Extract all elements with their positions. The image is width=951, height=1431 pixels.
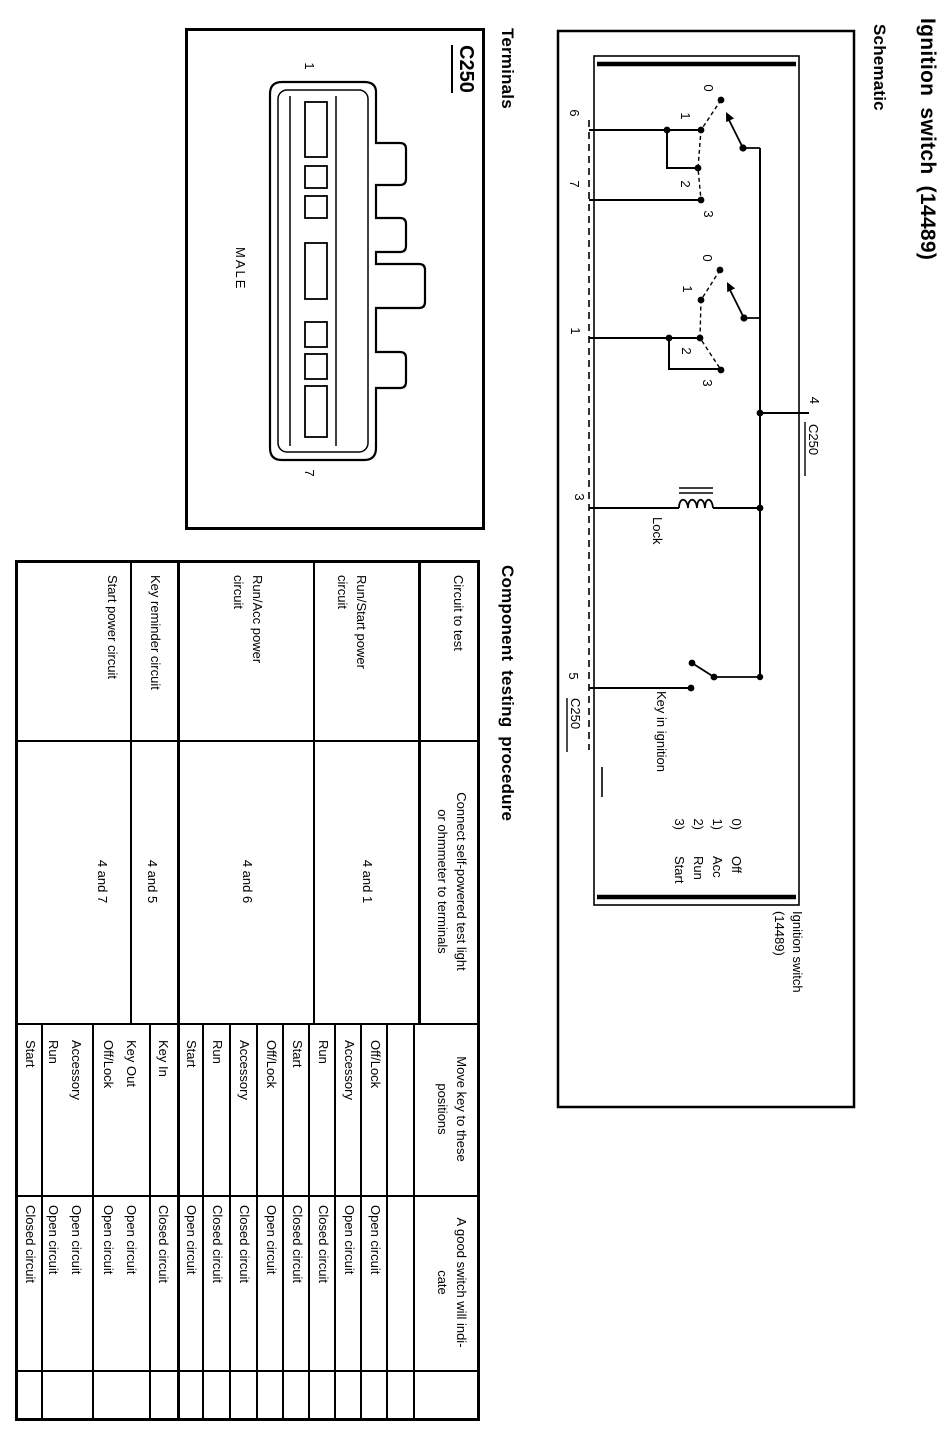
row-result: Closed circuit	[23, 1205, 38, 1284]
table-row-line	[334, 1023, 336, 1418]
table-row-line	[308, 1023, 310, 1418]
pin5-label: 5	[566, 672, 581, 680]
header-key-position	[433, 1025, 471, 1193]
page-title: Ignition switch (14489)	[916, 18, 939, 261]
s1-contact0-label: 0	[701, 84, 716, 92]
legend-2-word: Run	[691, 856, 706, 880]
legend-0-num: 0)	[729, 818, 744, 830]
s1-contact3-label: 3	[701, 210, 716, 218]
group3-circuit: Start power circuit	[105, 575, 120, 680]
header-connect-line2: or ohmmeter to terminals	[435, 809, 450, 954]
group0-circuit-line2: circuit	[335, 575, 350, 609]
row-position: Accessory	[69, 1040, 84, 1100]
s2-contact3-label: 3	[700, 379, 715, 387]
terminals-connector-id: C250	[451, 45, 477, 93]
legend-3-num: 3)	[672, 818, 687, 830]
row-position: Accessory	[342, 1040, 357, 1100]
c250-underlines	[567, 422, 805, 752]
lock-coil-core	[679, 488, 713, 493]
component-name-line2: (14489)	[772, 911, 787, 956]
row-position-merged	[97, 1040, 143, 1088]
table-group-line-1	[313, 563, 315, 1023]
row-result: Closed circuit	[237, 1205, 252, 1284]
key-in-switch-blade	[692, 663, 760, 677]
group2-circuit: Key reminder circuit	[148, 575, 163, 690]
row-result: Open circuit	[46, 1205, 61, 1275]
pin1-label: 1	[568, 327, 583, 335]
row-result: Closed circuit	[210, 1205, 225, 1284]
legend-2-num: 2)	[691, 818, 706, 830]
row-position: Run	[316, 1040, 331, 1064]
row-result: Open circuit	[101, 1205, 116, 1275]
legend-1-word: Acc	[710, 856, 725, 878]
table-row-line	[386, 1023, 388, 1418]
table-header-line-left	[418, 563, 421, 1023]
row-position: Key In	[156, 1040, 171, 1077]
row-result-merged	[42, 1205, 88, 1274]
table-col-line-2	[18, 1023, 477, 1025]
ignition-switch-box	[594, 56, 799, 905]
table-col-line-4	[18, 1370, 477, 1372]
pin7-label: 7	[567, 180, 582, 188]
connector-last-pin-label: 7	[302, 469, 317, 477]
row-result: Open circuit	[69, 1205, 84, 1275]
section1-wires	[589, 130, 701, 200]
row-position: Off/Lock	[368, 1040, 383, 1089]
header-result-line1: A good switch will indi-	[454, 1217, 469, 1348]
legend-1-num: 1)	[710, 818, 725, 830]
connector-first-pin-label: 1	[302, 62, 317, 70]
table-row-line	[256, 1023, 258, 1418]
lock-label: Lock	[650, 517, 665, 545]
header-result-line2: cate	[435, 1270, 450, 1295]
table-row-line	[360, 1023, 362, 1418]
pin4-connector-label: C250	[806, 424, 821, 456]
connector-gender-label: MALE	[233, 247, 248, 291]
table-row-line	[282, 1023, 284, 1418]
row-result: Open circuit	[124, 1205, 139, 1275]
row-result: Open circuit	[264, 1205, 279, 1275]
row-position-merged	[42, 1040, 88, 1100]
group1-circuit-line2: circuit	[231, 575, 246, 609]
s2-contact0-label: 0	[700, 254, 715, 262]
header-circuit: Circuit to test	[451, 575, 466, 651]
header-key-line2: positions	[435, 1083, 450, 1135]
section2-contact-arc	[700, 270, 721, 370]
row-position: Run	[46, 1040, 61, 1064]
row-position: Off/Lock	[101, 1040, 116, 1089]
row-result: Open circuit	[342, 1205, 357, 1275]
group3-terminals: 4 and 7	[95, 859, 110, 904]
group2-terminals: 4 and 5	[145, 859, 160, 904]
row-position: Key Out	[124, 1040, 139, 1087]
group1-terminals: 4 and 6	[240, 859, 255, 904]
schematic-outer-box	[558, 31, 854, 1107]
group-circuit-cell	[229, 575, 267, 735]
row-position: Accessory	[237, 1040, 252, 1100]
table-row-line	[229, 1023, 231, 1418]
pin6-label: 6	[567, 109, 582, 117]
pin4-label: 4	[807, 396, 822, 404]
key-in-ignition-label: Key in ignition	[654, 691, 669, 772]
row-position: Start	[184, 1040, 199, 1068]
s1-contact1-label: 1	[678, 112, 693, 120]
s2-contact2-label: 2	[679, 347, 694, 355]
table-group-line-3	[130, 563, 132, 1023]
table-row-line	[413, 1023, 415, 1418]
row-position: Start	[290, 1040, 305, 1068]
row-position: Start	[23, 1040, 38, 1068]
s1-contact2-label: 2	[678, 180, 693, 188]
table-row-line	[92, 1023, 94, 1418]
table-row-line	[149, 1023, 151, 1418]
table-row-line	[202, 1023, 204, 1418]
section1-wiper-arm	[727, 116, 743, 148]
legend-0-word: Off	[729, 856, 744, 874]
row-result: Closed circuit	[156, 1205, 171, 1284]
lock-coil	[679, 500, 713, 508]
component-name-line1: Ignition switch	[790, 911, 805, 993]
schematic-labels	[566, 84, 822, 992]
group1-circuit-line1: Run/Acc power	[250, 575, 265, 664]
schematic-heading: Schematic	[870, 24, 889, 111]
s2-contact1-label: 1	[680, 285, 695, 293]
row-result: Closed circuit	[290, 1205, 305, 1284]
section1-contact-arc	[698, 100, 721, 200]
wiper-pivot-stubs	[743, 148, 760, 318]
section2-wiper-arm	[728, 286, 744, 318]
pin5-connector-label: C250	[568, 698, 583, 730]
row-result: Open circuit	[368, 1205, 383, 1275]
testing-table	[15, 560, 480, 1421]
header-result	[433, 1197, 471, 1368]
pin3-label: 3	[572, 493, 587, 501]
legend-3-word: Start	[672, 856, 687, 884]
testing-heading: Component testing procedure	[498, 565, 517, 822]
row-result: Open circuit	[184, 1205, 199, 1275]
row-position: Run	[210, 1040, 225, 1064]
group-circuit-cell	[333, 575, 371, 735]
terminals-box	[185, 28, 485, 530]
table-group-line-2	[177, 563, 180, 1418]
group0-circuit-line1: Run/Start power	[354, 575, 369, 669]
row-position: Off/Lock	[264, 1040, 279, 1089]
terminals-heading: Terminals	[498, 28, 517, 109]
header-connect	[433, 742, 471, 1021]
table-col-line-3	[18, 1195, 477, 1197]
header-key-line1: Move key to these	[454, 1056, 469, 1162]
row-result-merged	[97, 1205, 143, 1274]
group0-terminals: 4 and 1	[360, 859, 375, 904]
section2-wires	[589, 338, 721, 369]
header-connect-line1: Connect self-powered test light	[454, 792, 469, 971]
row-result: Closed circuit	[316, 1205, 331, 1284]
